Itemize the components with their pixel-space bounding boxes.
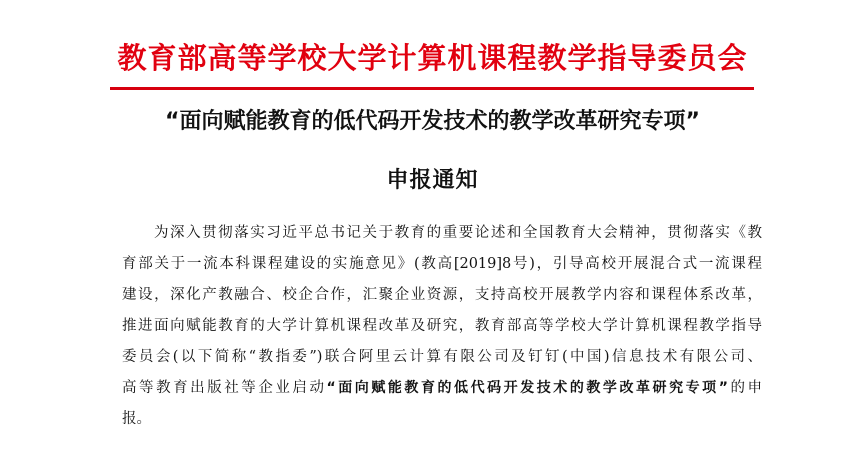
body-line: 为深入贯彻落实习近平总书记关于教育的重要论述和全国教育大会精神，贯彻落实《教 <box>154 225 762 241</box>
body-text-segment: 的申 <box>727 380 763 396</box>
body-line: 建设，深化产教融合、校企合作，汇聚企业资源，支持高校开展教学内容和课程体系改革， <box>122 287 762 303</box>
organization-header: 教育部高等学校大学计算机课程教学指导委员会 <box>117 41 748 75</box>
red-divider-rule <box>110 87 754 90</box>
document-title: “面向赋能教育的低代码开发技术的教学改革研究专项” <box>165 109 700 134</box>
body-line: 报。 <box>122 411 151 427</box>
body-paragraph <box>122 218 762 435</box>
body-line: 育部关于一流本科课程建设的实施意见》(教高[2019]8号)，引导高校开展混合式一流课程 <box>122 256 762 272</box>
body-line: 推进面向赋能教育的大学计算机课程改革及研究，教育部高等学校大学计算机课程教学指导 <box>122 318 762 334</box>
body-line <box>122 373 762 404</box>
document-subtitle: 申报通知 <box>386 168 479 193</box>
project-name-emphasis: “面向赋能教育的低代码开发技术的教学改革研究专项” <box>326 380 728 396</box>
body-line: 委员会(以下简称“教指委”)联合阿里云计算有限公司及钉钉(中国)信息技术有限公司、 <box>122 349 762 365</box>
body-text-segment: 高等教育出版社等企业启动 <box>122 380 327 396</box>
